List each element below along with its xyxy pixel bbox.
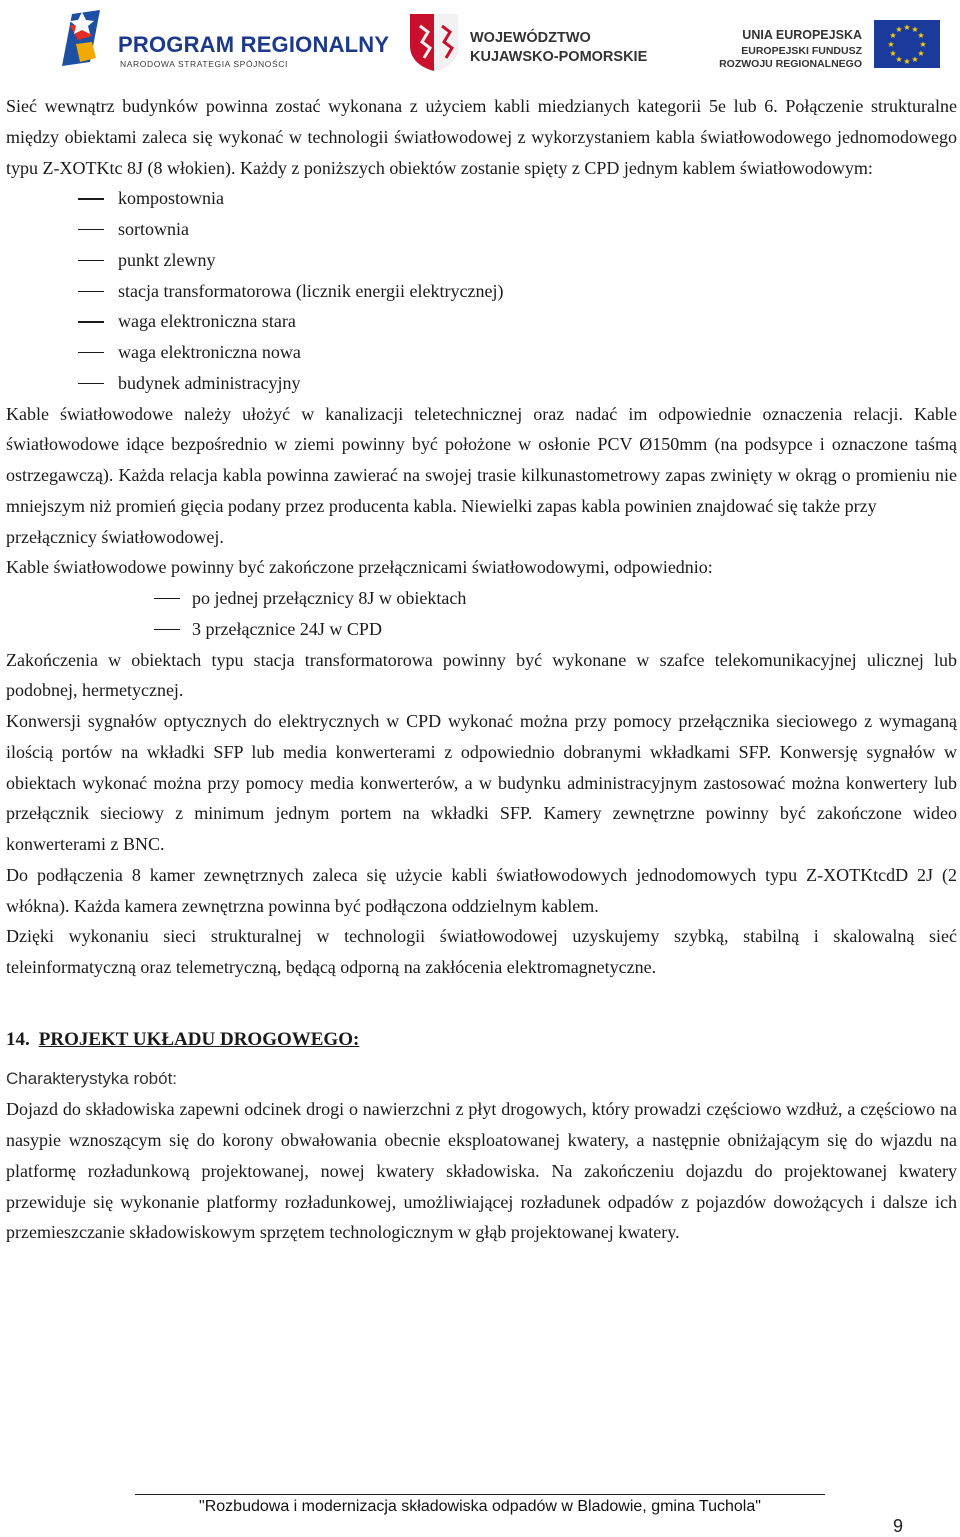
document-body: [6, 91, 957, 1248]
program-logo-name: PROGRAM REGIONALNY: [118, 32, 390, 57]
svg-text:★: ★: [903, 23, 911, 32]
svg-text:★: ★: [911, 25, 919, 34]
section-number: 14.: [6, 1028, 30, 1050]
list-item: waga elektroniczna stara: [6, 306, 957, 337]
paragraph-terminations: Kable światłowodowe powinny być zakończone przełącznicami światłowodowymi, odpowiednio:: [6, 557, 713, 578]
svg-text:★: ★: [917, 31, 925, 40]
eu-flag-icon: [874, 20, 940, 68]
paragraph-cameras: Do podłączenia 8 kamer zewnętrznych zaleca się użycie kabli światłowodowych jednodomowych typu Z-XOTKtcdD 2J (2 włókna). Każda kamera zewnętrzna powinna być podłączona oddzielnym kablem.: [6, 864, 957, 916]
list-item: waga elektroniczna nowa: [6, 337, 957, 368]
page-header: [0, 0, 960, 86]
paragraph-cable-routing-end: przełącznicy światłowodowej.: [6, 526, 224, 547]
section-title: PROJEKT UKŁADU DROGOWEGO:: [38, 1028, 360, 1050]
list-item: sortownia: [6, 214, 957, 245]
program-regionalny-logo: [52, 6, 390, 76]
svg-text:★: ★: [917, 49, 925, 58]
kujawsko-pomorskie-coat-of-arms-icon: [408, 12, 460, 72]
program-logo-subtitle: NARODOWA STRATEGIA SPÓJNOŚCI: [120, 59, 288, 69]
dash-bullet-icon: [78, 198, 104, 199]
list-item: budynek administracyjny: [6, 368, 957, 399]
page-number: 9: [893, 1516, 904, 1536]
svg-text:★: ★: [887, 40, 895, 49]
paragraph-transformer-cabinet: Zakończenia w obiektach typu stacja transformatorowa powinny być wykonane w szafce telekomunikacyjnej ulicznej lub podobnej, hermetycznej.: [6, 649, 957, 701]
footer-divider: [135, 1494, 825, 1495]
list-item: kompostownia: [6, 183, 957, 214]
region-logo-line1: WOJEWÓDZTWO: [470, 30, 591, 46]
list-item: punkt zlewny: [6, 245, 957, 276]
paragraph-signal-conversion: Konwersji sygnałów optycznych do elektrycznych w CPD wykonać można przy pomocy przełącznika sieciowego z wymaganą ilością portów na wkładki SFP lub media konwerterami z odpowiednio dobranymi wkładkami SFP. Konwersję sygnałów w obiektach wykonać można przy pomocy media konwerterów, a w budynku administracyjnym zastosować można konwertery lub przełącznik sieciowy z minimum jednym portem na wkładki SFP. Kamery zewnętrzne powinny być zakończone wideo konwerterami z BNC.: [6, 711, 957, 854]
eu-logo-line1: UNIA EUROPEJSKA: [742, 28, 862, 42]
svg-text:★: ★: [903, 57, 911, 66]
footer-project-title: "Rozbudowa i modernizacja składowiska odpadów w Bladowie, gmina Tuchola": [199, 1498, 761, 1515]
dash-bullet-icon: [78, 352, 104, 353]
dash-bullet-icon: [154, 629, 180, 630]
list-item: 3 przełącznice 24J w CPD: [6, 614, 957, 645]
section-subheading: Charakterystyka robót:: [6, 1068, 178, 1088]
svg-text:★: ★: [911, 55, 919, 64]
terminations-list: [6, 583, 957, 645]
svg-text:★: ★: [919, 40, 927, 49]
dash-bullet-icon: [78, 383, 104, 384]
dash-bullet-icon: [78, 229, 104, 230]
svg-text:★: ★: [889, 49, 897, 58]
dash-bullet-icon: [154, 598, 180, 599]
paragraph-cable-routing: Kable światłowodowe należy ułożyć w kanalizacji teletechnicznej oraz nadać im odpowiednie oznaczenia relacji. Kable światłowodowe idące bezpośrednio w ziemi powinny być położone w osłonie PCV Ø150mm (na podsypce i oznaczone taśmą ostrzegawczą). Każda relacja kabla powinna zawierać na swojej trasie kilkunastometrowy zapas zwinięty w okrąg o promieniu nie mniejszym niż promień gięcia podany przez producenta kabla. Niewielki zapas kabla powinien znajdować się także przy: [6, 403, 957, 516]
svg-text:★: ★: [895, 25, 903, 34]
svg-text:★: ★: [889, 31, 897, 40]
program-regionalny-star-icon: [52, 6, 112, 74]
objects-list: [6, 183, 957, 398]
eu-logo: [700, 14, 940, 74]
dash-bullet-icon: [78, 291, 104, 292]
dash-bullet-icon: [78, 260, 104, 261]
list-item: stacja transformatorowa (licznik energii elektrycznej): [6, 276, 957, 307]
paragraph-road-description: Dojazd do składowiska zapewni odcinek drogi o nawierzchni z płyt drogowych, który prowadzi częściowo wzdłuż, a częściowo na nasypie wznoszącym się do korony obwałowania obecnie eksploatowanej kwatery, a następnie obniżającym się do wjazdu na platformę rozładunkową projektowanej, nowej kwatery składowiska. Na zakończeniu dojazdu do projektowanej kwatery przewiduje się wykonanie platformy rozładunkowej, umożliwiającej rozładunek odpadów z pojazdów dowożących i dalsze ich przemieszczanie składowiskowym sprzętem technologicznym w głąb projektowanej kwatery.: [6, 1099, 957, 1243]
paragraph-summary: Dzięki wykonaniu sieci strukturalnej w technologii światłowodowej uzyskujemy szybką, stabilną i skalowalną sieć teleinformatyczną oraz telemetryczną, będącą odporną na zakłócenia elektromagnetyczne.: [6, 926, 957, 977]
list-item: po jednej przełącznicy 8J w obiektach: [6, 583, 957, 614]
section-heading: [6, 1025, 957, 1056]
eu-logo-line3: ROZWOJU REGIONALNEGO: [719, 58, 862, 70]
dash-bullet-icon: [78, 321, 104, 322]
svg-text:★: ★: [895, 55, 903, 64]
region-logo-line2: KUJAWSKO-POMORSKIE: [470, 49, 648, 65]
eu-logo-line2: EUROPEJSKI FUNDUSZ: [741, 45, 862, 57]
wojewodztwo-logo: [408, 12, 648, 78]
paragraph-network-intro: Sieć wewnątrz budynków powinna zostać wykonana z użyciem kabli miedzianych kategorii 5e lub 6. Połączenie strukturalne między obiektami zaleca się wykonać w technologii światłowodowej z wykorzystaniem kabla światłowodowego jednomodowego typu Z-XOTKtc 8J (8 włokien). Każdy z poniższych obiektów zostanie spięty z CPD jednym kablem światłowodowym:: [6, 96, 957, 178]
